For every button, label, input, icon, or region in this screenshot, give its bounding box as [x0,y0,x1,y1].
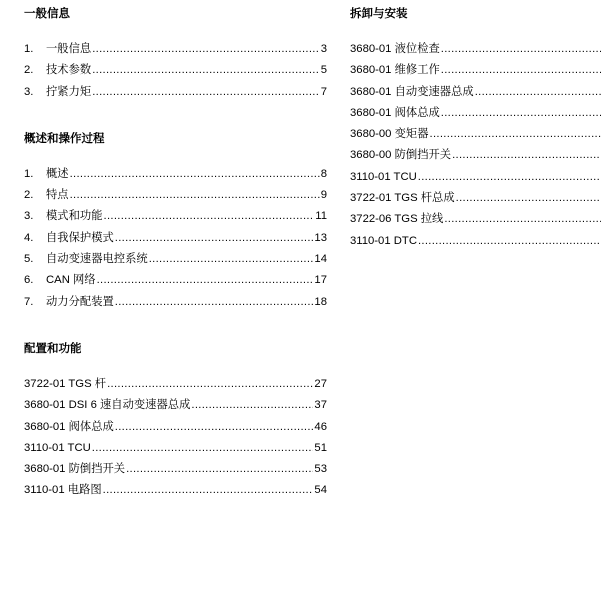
entry-title: 3110-01 TCU [350,170,417,183]
toc-entry[interactable] [24,438,327,459]
entry-title: 自动变速器电控系统 [46,253,148,266]
entry-title: 3680-01 维修工作 [350,64,440,77]
dot-leader [430,124,602,145]
entry-title: 3680-00 变矩器 [350,128,429,141]
entry-page: 9 [320,189,327,202]
entry-title: 动力分配装置 [46,295,114,308]
dot-leader [97,270,314,291]
dot-leader [107,374,313,395]
entry-page: 8 [320,167,327,180]
toc-entry[interactable] [350,60,602,81]
toc-entry[interactable] [24,164,327,185]
dot-leader [149,249,314,270]
toc-entry[interactable] [350,167,602,188]
entry-title: 一般信息 [46,43,92,55]
dot-leader [441,60,601,81]
entry-title: 3680-01 阀体总成 [350,106,440,119]
entry-title: 3110-01 电路图 [24,484,102,497]
section-title: 概述和操作过程 [24,132,105,145]
entry-title: 3680-01 自动变速器总成 [350,85,474,98]
toc-entry[interactable] [350,39,602,60]
entry-number: 1. [24,43,34,55]
entry-title: 技术参数 [46,64,92,77]
toc-entry[interactable] [350,231,602,252]
toc-list [350,39,602,252]
entry-number: 2. [24,64,34,77]
entry-number: 5. [24,253,34,266]
entry-number: 3. [24,210,34,223]
dot-leader [191,395,313,416]
entry-page: 51 [314,441,327,454]
toc-list [24,164,327,313]
entry-title: 概述 [46,167,69,180]
toc-entry[interactable] [24,480,327,501]
toc-section-removal-installation [350,6,602,252]
toc-entry[interactable] [24,228,327,249]
toc-section-configuration [24,341,327,502]
dot-leader [444,209,601,230]
section-title: 拆卸与安装 [350,8,408,20]
dot-leader [418,167,601,188]
dot-leader [104,206,315,227]
toc-entry[interactable] [24,82,327,103]
dot-leader [70,185,320,206]
entry-page: 14 [314,253,327,266]
entry-page: 5 [320,64,327,77]
entry-page: 17 [314,274,327,287]
entry-title: 拧紧力矩 [46,85,92,98]
entry-title: 3680-00 防倒挡开关 [350,149,452,162]
dot-leader [126,459,313,480]
toc-entry[interactable] [24,249,327,270]
dot-leader [115,228,314,249]
toc-list [24,374,327,502]
entry-title: 自我保护模式 [46,231,114,244]
dot-leader [92,60,320,81]
dot-leader [475,82,601,103]
toc-entry[interactable] [350,188,602,209]
dot-leader [452,145,601,166]
entry-title: 3680-01 防倒挡开关 [24,463,126,476]
dot-leader [70,164,320,185]
dot-leader [115,417,314,438]
section-spacer [24,313,327,341]
dot-leader [103,480,314,501]
entry-page: 54 [314,484,327,497]
entry-page: 3 [320,43,327,55]
dot-leader [456,188,601,209]
entry-number: 4. [24,231,34,244]
dot-leader [441,103,601,124]
entry-title: 3680-01 液位检查 [350,43,440,55]
toc-entry[interactable] [24,395,327,416]
toc-entry[interactable] [24,185,327,206]
entry-title: 3680-01 阀体总成 [24,420,114,433]
entry-page: 37 [314,399,327,412]
toc-entry[interactable] [24,374,327,395]
toc-left-column [24,6,327,502]
entry-number: 3. [24,85,34,98]
entry-page: 53 [314,463,327,476]
entry-page: 7 [320,85,327,98]
toc-entry[interactable] [350,124,602,145]
toc-entry[interactable] [24,60,327,81]
entry-title: 3722-01 TGS 杆 [24,377,107,390]
toc-entry[interactable] [350,103,602,124]
toc-right-column [350,6,602,252]
entry-title: 3722-06 TGS 拉线 [350,213,444,226]
toc-entry[interactable] [350,145,602,166]
entry-number: 6. [24,274,34,287]
entry-title: 模式和功能 [46,210,103,223]
toc-entry[interactable] [24,39,327,60]
entry-title: CAN 网络 [46,274,96,287]
entry-title: 特点 [46,189,69,202]
toc-entry[interactable] [350,82,602,103]
entry-page: 11 [315,210,327,223]
toc-entry[interactable] [24,417,327,438]
entry-title: 3722-01 TGS 杆总成 [350,192,455,205]
toc-entry[interactable] [24,270,327,291]
toc-entry[interactable] [350,209,602,230]
section-title: 一般信息 [24,8,70,20]
section-title: 配置和功能 [24,342,82,355]
entry-page: 46 [314,420,327,433]
toc-entry[interactable] [24,459,327,480]
entry-number: 2. [24,189,34,202]
section-spacer [24,103,327,131]
entry-title: 3680-01 DSI 6 速自动变速器总成 [24,399,191,412]
toc-section-general-info [24,6,327,103]
entry-page: 13 [314,231,327,244]
entry-title: 3110-01 DTC [350,234,417,247]
dot-leader [115,292,314,313]
dot-leader [92,82,320,103]
entry-number: 7. [24,295,34,308]
dot-leader [92,39,320,60]
dot-leader [441,39,601,60]
entry-number: 1. [24,167,34,180]
toc-entry[interactable] [24,206,327,227]
dot-leader [92,438,314,459]
entry-title: 3110-01 TCU [24,441,91,454]
toc-entry[interactable] [24,292,327,313]
dot-leader [418,231,601,252]
toc-list [24,39,327,103]
toc-section-overview [24,131,327,313]
entry-page: 18 [314,295,327,308]
entry-page: 27 [314,377,327,390]
